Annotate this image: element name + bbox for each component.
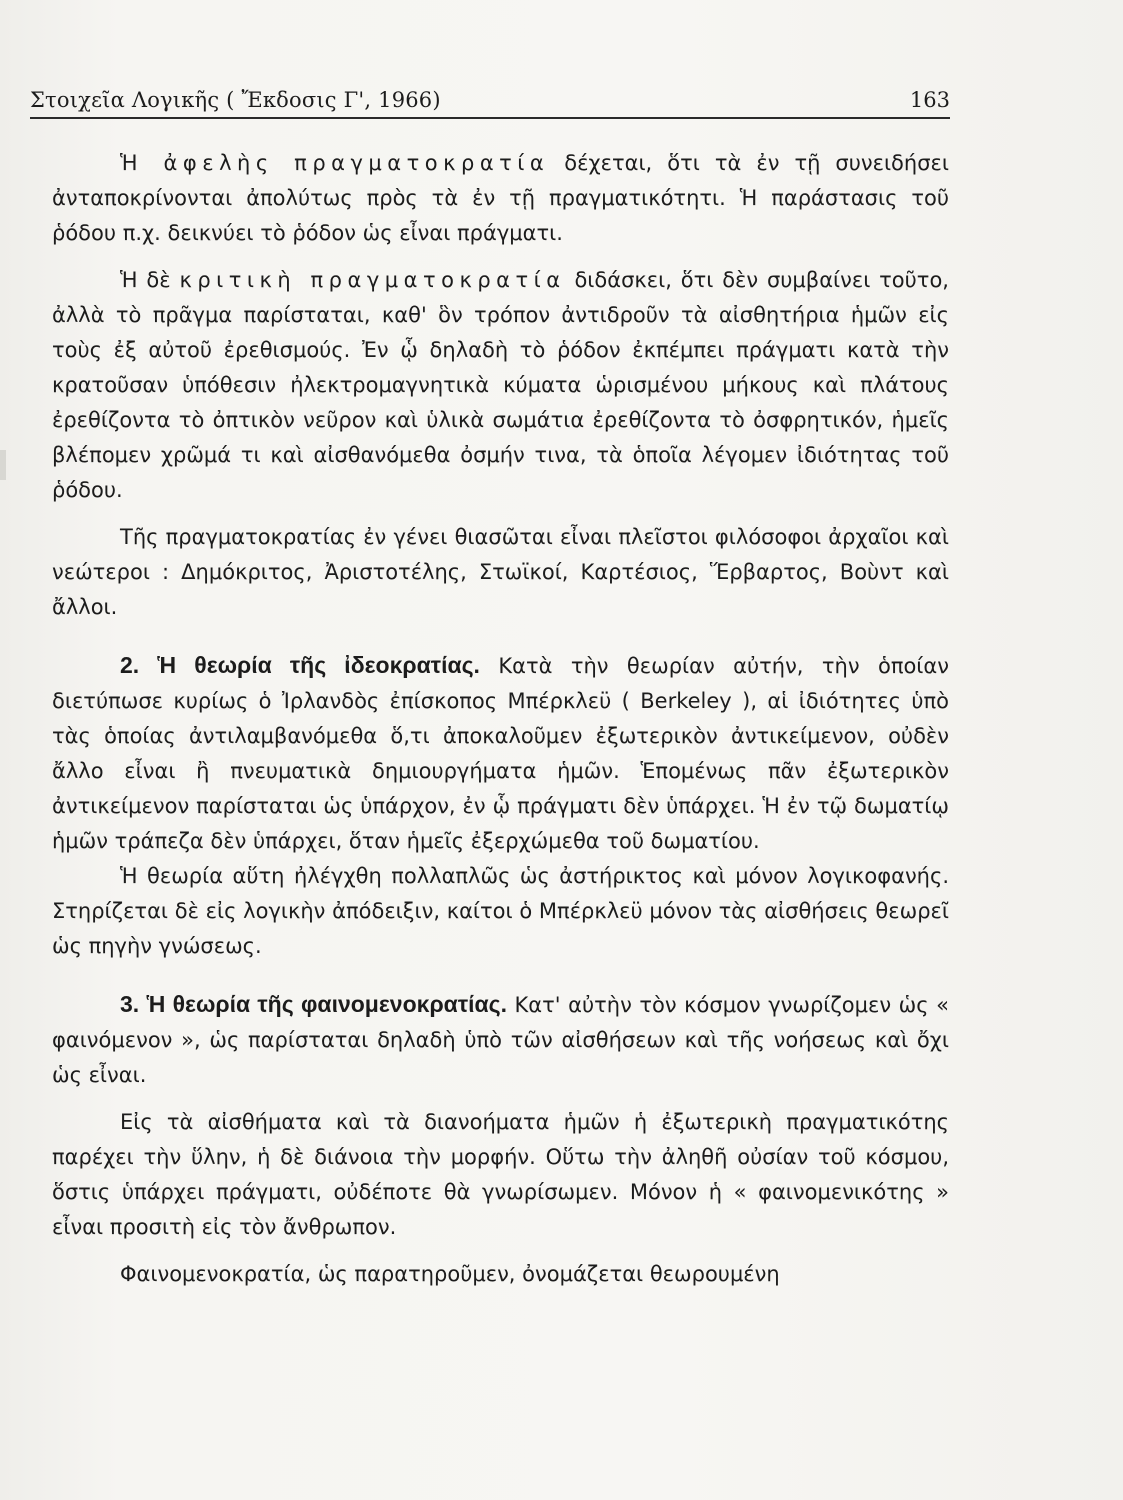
spaced-term: Ἡ ἀφελὴς πραγματοκρατία — [120, 151, 550, 175]
page-number: 163 — [909, 88, 950, 112]
paragraph-text: Ἡ θεωρία αὕτη ἠλέγχθη πολλαπλῶς ὡς ἀστήρικτος καὶ μόνον λογικοφανής. Στηρίζεται δὲ εἰς λογικὴν ἀπόδειξιν, καίτοι ὁ Μπέρκλεϋ μόνον τὰς αἰσθήσεις θεωρεῖ ὡς πηγὴν γνώσεως. — [52, 864, 949, 958]
page-body — [52, 146, 949, 1292]
paragraph-text: Εἰς τὰ αἰσθήματα καὶ τὰ διανοήματα ἡμῶν ἡ ἐξωτερικὴ πραγματικότης παρέχει τὴν ὕλην, ἡ δὲ διάνοια τὴν μορφήν. Οὕτω τὴν ἀληθῆ οὐσίαν τοῦ κόσμου, ὅστις ὑπάρχει πράγματι, οὐδέποτε θὰ γνωρίσωμεν. Μόνον ἡ « φαινομενικότης » εἶναι προσιτὴ εἰς τὸν ἄνθρωπον. — [52, 1110, 949, 1239]
section-heading: 2. Ἡ θεωρία τῆς ἰδεοκρατίας. — [120, 652, 480, 678]
paragraph-text: δέχεται, ὅτι τὰ ἐν τῇ συνειδήσει ἀνταποκρίνονται ἀπολύτως πρὸς τὰ ἐν τῇ πραγματικότητι. Ἡ παράστασις τοῦ ῥόδου π.χ. δεικνύει τὸ ῥόδον ὡς εἶναι πράγματι. — [52, 151, 949, 245]
paragraph-critical-realism — [52, 263, 949, 508]
paragraph-idealism-critique — [52, 859, 949, 964]
running-header — [30, 82, 950, 112]
paragraph-lead: Ἡ δὲ — [120, 268, 180, 292]
section-idealism — [52, 648, 949, 859]
header-rule — [30, 117, 950, 119]
running-header-title: Στοιχεῖα Λογικῆς ( Ἔκδοσις Γ', 1966) — [30, 88, 441, 112]
paragraph-phenomenalism-continued — [52, 1257, 949, 1292]
spaced-term: κριτικὴ πραγματοκρατία — [179, 268, 566, 292]
section-heading: 3. Ἡ θεωρία τῆς φαινομενοκρατίας. — [120, 991, 507, 1017]
scan-edge-mark — [0, 450, 6, 480]
paragraph-text: Φαινομενοκρατία, ὡς παρατηροῦμεν, ὀνομάζεται θεωρουμένη — [120, 1262, 780, 1286]
paragraph-text: Τῆς πραγματοκρατίας ἐν γένει θιασῶται εἶναι πλεῖστοι φιλόσοφοι ἀρχαῖοι καὶ νεώτεροι : Δημόκριτος, Ἀριστοτέλης, Στωϊκοί, Καρτέσιος, Ἕρβαρτος, Βοὺντ καὶ ἄλλοι. — [52, 525, 949, 619]
paragraph-realism-followers — [52, 520, 949, 625]
section-phenomenalism — [52, 987, 949, 1093]
paragraph-phenomenalism-detail — [52, 1105, 949, 1245]
paragraph-text: διδάσκει, ὅτι δὲν συμβαίνει τοῦτο, ἀλλὰ τὸ πρᾶγμα παρίσταται, καθ' ὃν τρόπον ἀντιδροῦν τὰ αἰσθητήρια ἡμῶν εἰς τοὺς ἐξ αὐτοῦ ἐρεθισμούς. Ἐν ᾧ δηλαδὴ τὸ ῥόδον ἐκπέμπει πράγματι κατὰ τὴν κρατοῦσαν ὑπόθεσιν ἠλεκτρομαγνητικὰ κύματα ὡρισμένου μήκους καὶ πλάτους ἐρεθίζοντα τὸ ὀπτικὸν νεῦρον καὶ ὑλικὰ σωμάτια ἐρεθίζοντα τὸ ὀσφρητικόν, ἡμεῖς βλέπομεν χρῶμά τι καὶ αἰσθανόμεθα ὀσμήν τινα, τὰ ὁποῖα λέγομεν ἰδιότητας τοῦ ῥόδου. — [52, 268, 949, 502]
paragraph-naive-realism — [52, 146, 949, 251]
paragraph-text: Κατ' αὐτὴν τὸν κόσμον γνωρίζομεν ὡς « φαινόμενον », ὡς παρίσταται δηλαδὴ ὑπὸ τῶν αἰσθήσεων καὶ τῆς νοήσεως καὶ ὄχι ὡς εἶναι. — [52, 993, 949, 1087]
paragraph-text: Κατὰ τὴν θεωρίαν αὐτήν, τὴν ὁποίαν διετύπωσε κυρίως ὁ Ἰρλανδὸς ἐπίσκοπος Μπέρκλεϋ ( Berkeley ), αἱ ἰδιότητες ὑπὸ τὰς ὁποίας ἀντιλαμβανόμεθα ὅ,τι ἀποκαλοῦμεν ἐξωτερικὸν ἀντικείμενον, οὐδὲν ἄλλο εἶναι ἢ πνευματικὰ δημιουργήματα ἡμῶν. Ἑπομένως πᾶν ἐξωτερικὸν ἀντικείμενον παρίσταται ὡς ὑπάρχον, ἐν ᾧ πράγματι δὲν ὑπάρχει. Ἡ ἐν τῷ δωματίῳ ἡμῶν τράπεζα δὲν ὑπάρχει, ὅταν ἡμεῖς ἐξερχώμεθα τοῦ δωματίου. — [52, 654, 949, 853]
